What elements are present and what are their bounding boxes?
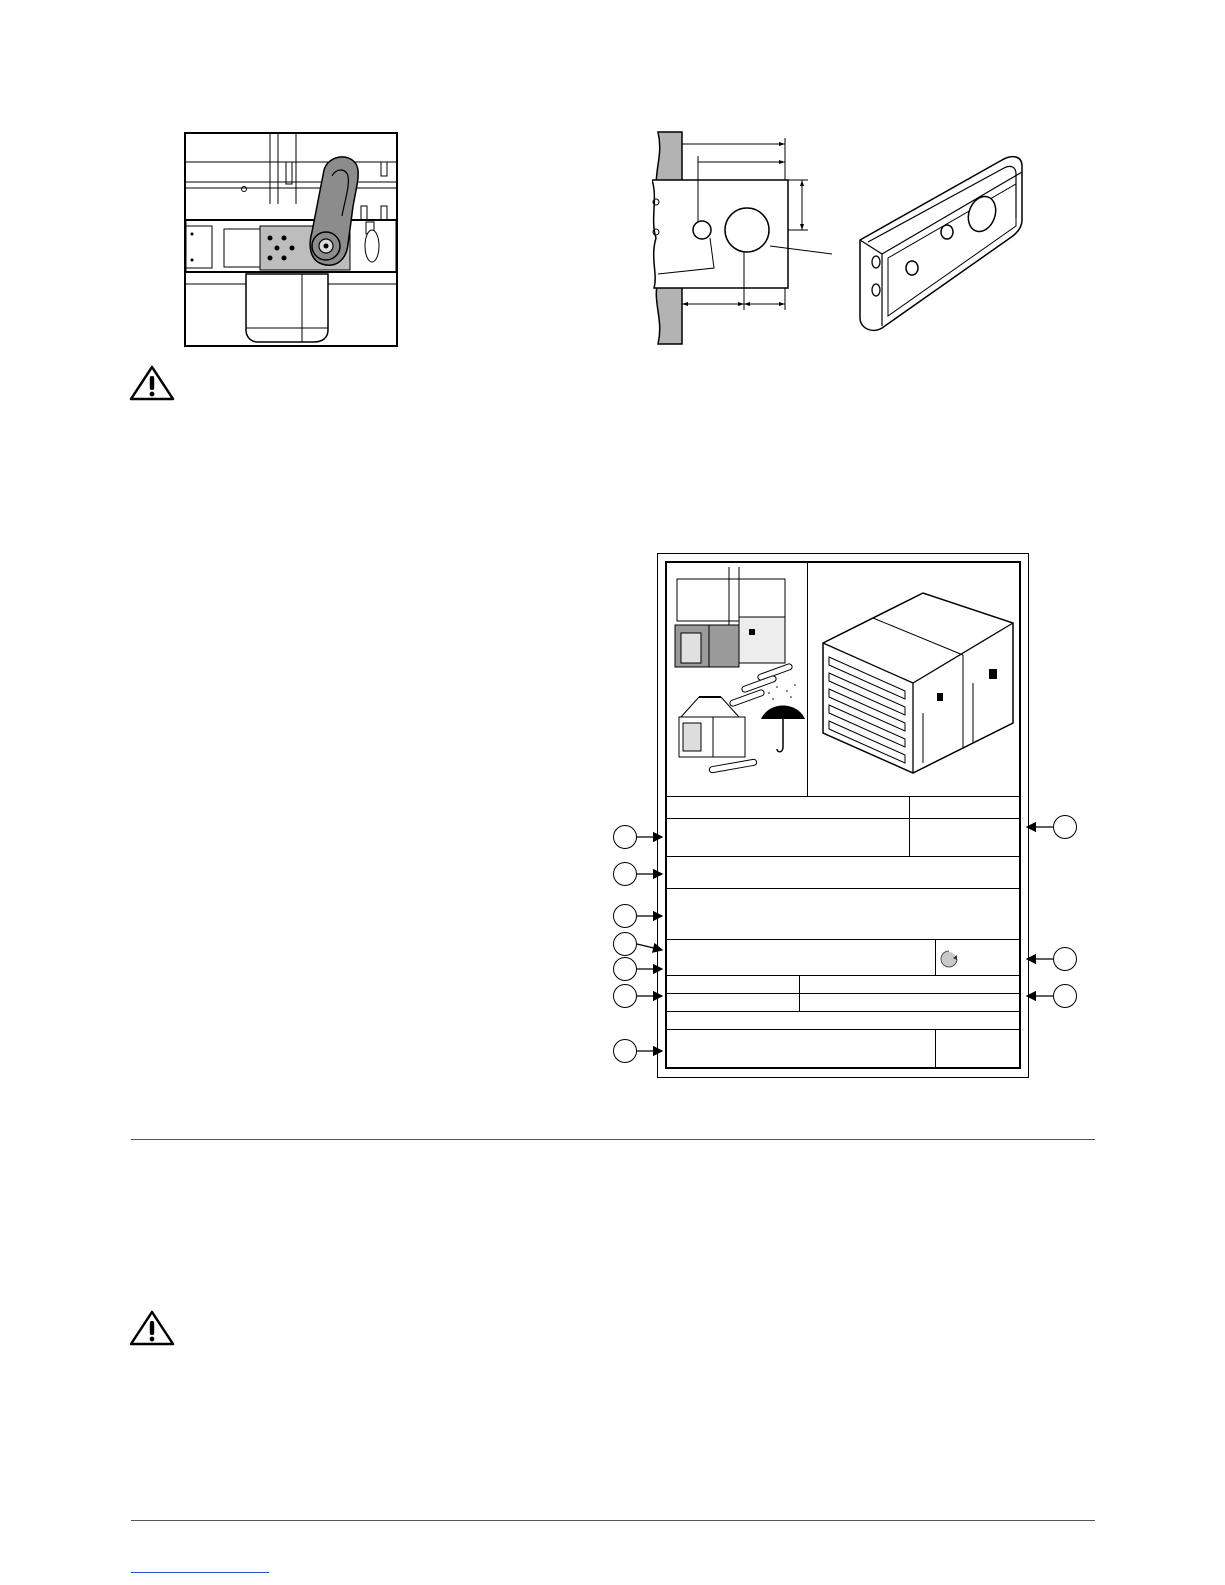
callout-circle [613,957,637,981]
callout-arrows [636,810,1056,1060]
callout-circle [1053,815,1077,839]
footer-link-underline[interactable] [131,1572,269,1573]
callout-circle [613,984,637,1008]
callout-circle [613,904,637,928]
callout-circle [613,932,637,956]
dimension-drawing [652,128,848,350]
callout-circle [613,1039,637,1063]
lifting-lug-photo [184,132,398,347]
callout-circle [1053,947,1077,971]
callout-circle [1053,984,1077,1008]
warning-icon [129,365,175,401]
handling-illustration [669,567,805,793]
unit-illustration [813,573,1017,791]
warning-icon [129,1310,175,1346]
bracket-perspective [852,150,1042,332]
callout-circle [613,825,637,849]
section-divider [131,1139,1095,1140]
footer-divider [131,1520,1095,1521]
callout-circle [613,862,637,886]
